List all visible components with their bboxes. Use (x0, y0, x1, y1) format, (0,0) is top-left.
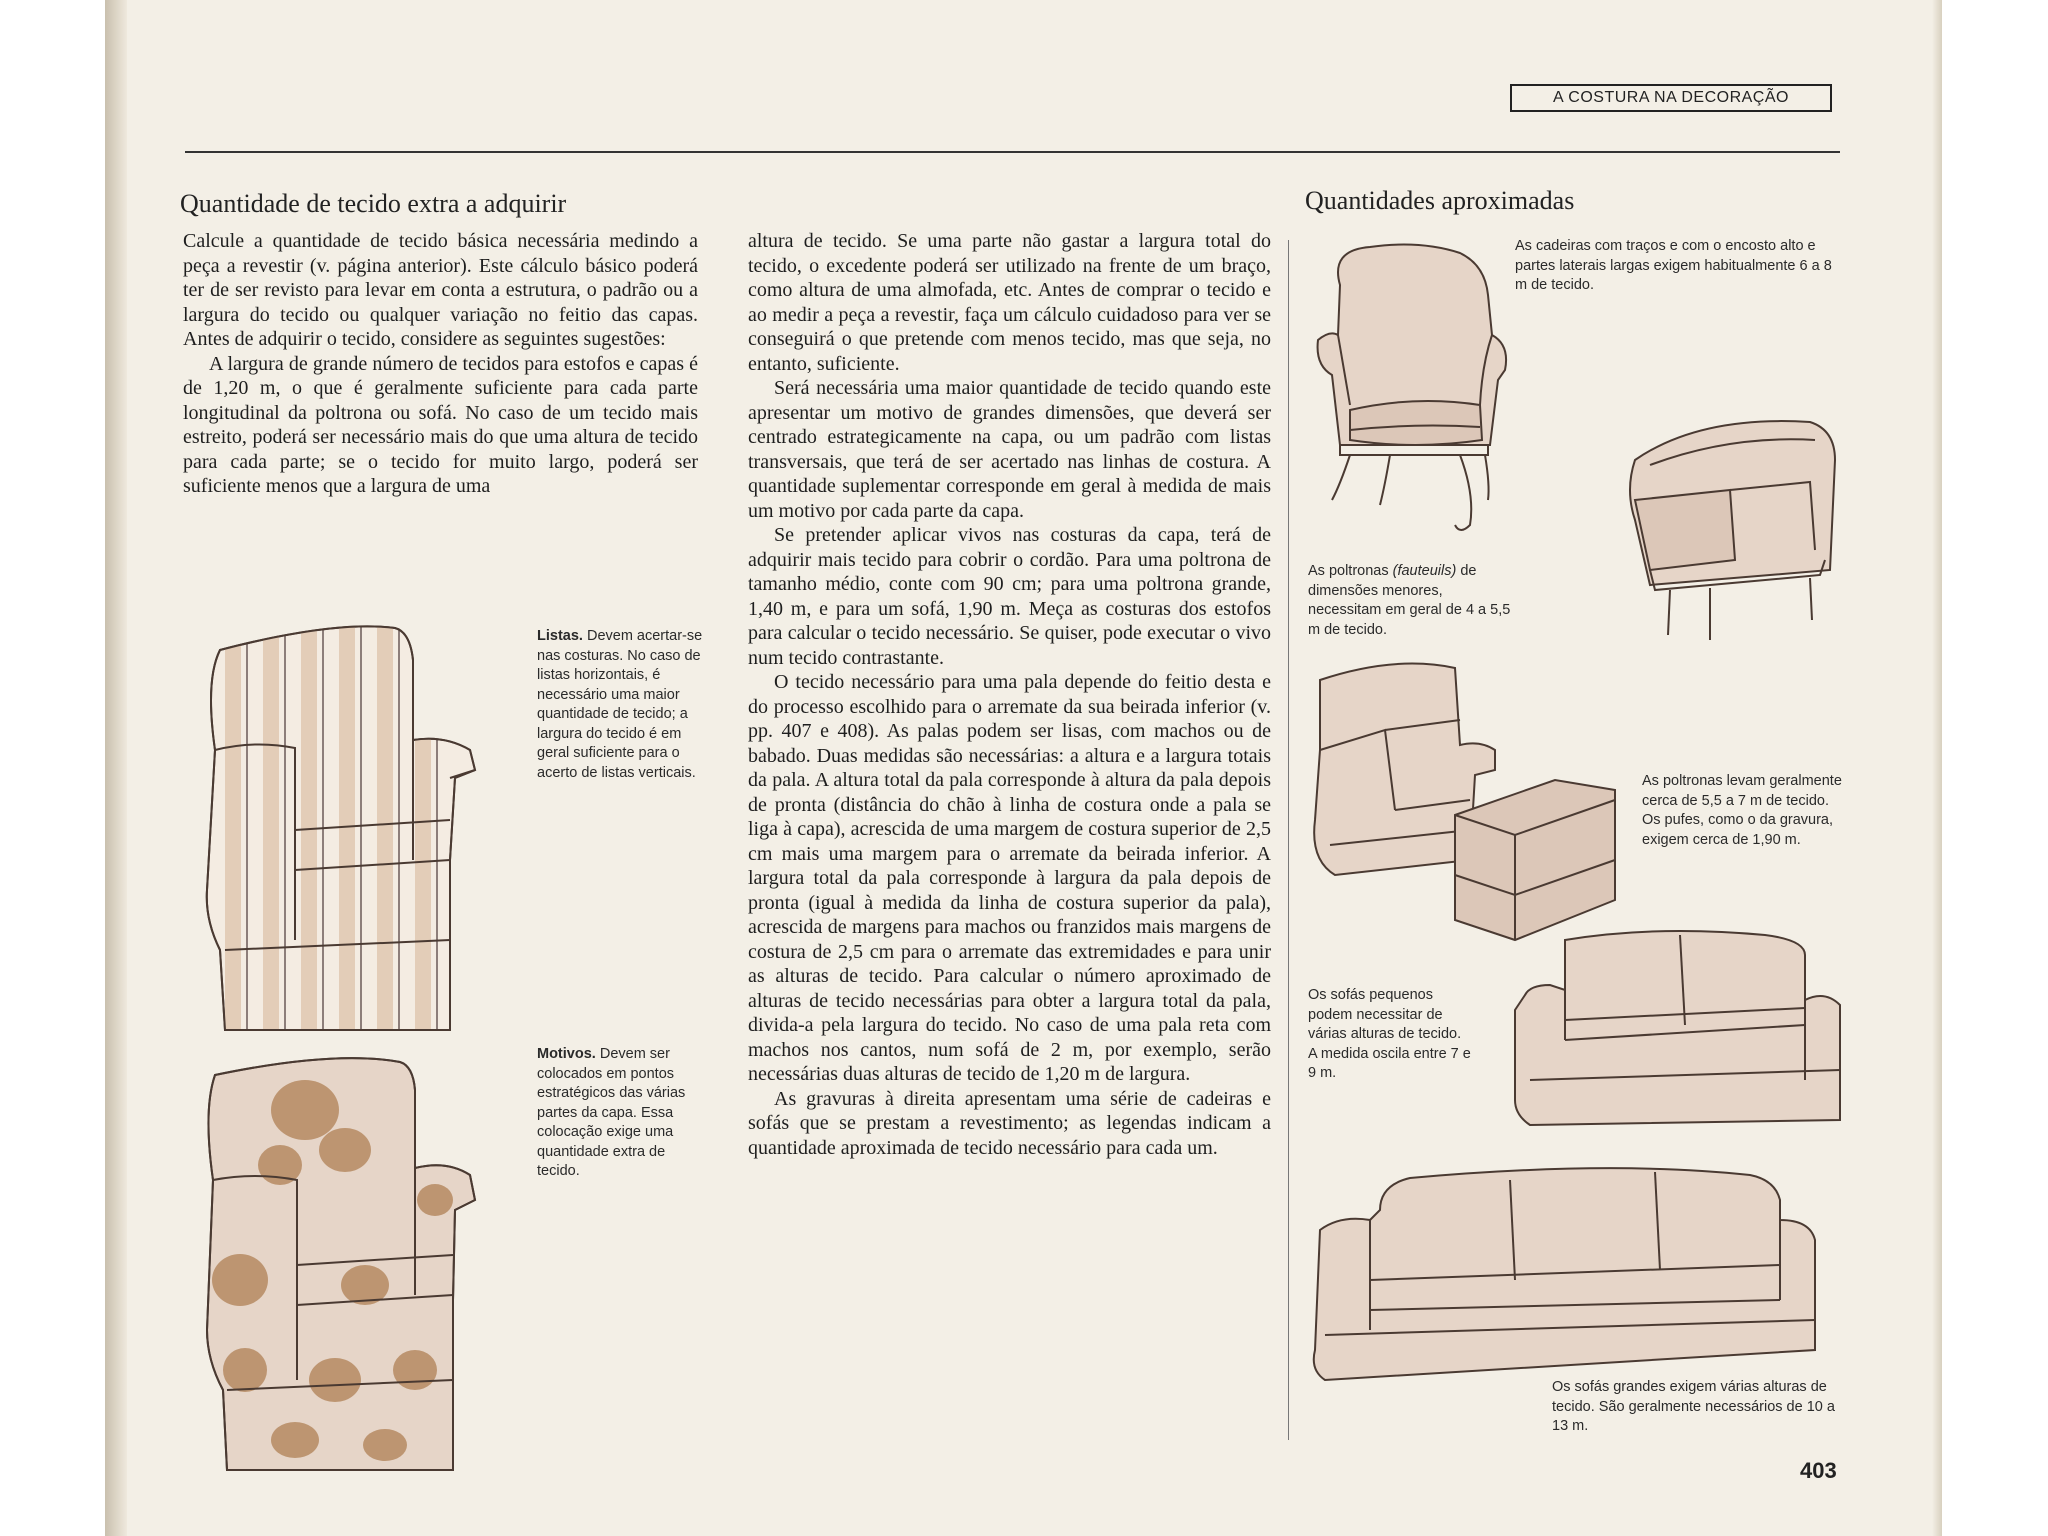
caption-small-sofa: Os sofás pequenos podem necessitar de várias alturas de tecido. A medida oscila entre 7 e 9 m. (1308, 987, 1471, 1081)
left-section-title: Quantidade de tecido extra a adquirir (180, 189, 567, 218)
header-rule (185, 151, 1840, 153)
caption-stripes (537, 627, 717, 783)
middle-column-text (748, 229, 1271, 1160)
small-sofa-illustration (1505, 930, 1845, 1130)
page-number: 403 (1800, 1458, 1837, 1483)
caption-italic: (fauteuils) (1392, 563, 1457, 579)
paragraph: Será necessária uma maior quantidade de tecido quando este apresentar um motivo de grandes dimensões, que deverá ser centrado estrategicamente na capa, ou um padrão com listas transversais, que terá de ser acertado nas linhas de costura. A quantidade suplementar corresponde em geral à medida de mais um motivo por cada parte da capa. (748, 377, 1271, 522)
wing-chair-illustration (1310, 245, 1530, 545)
caption-text: As poltronas (1308, 563, 1393, 579)
section-header: A COSTURA NA DECORAÇÃO (1510, 84, 1832, 112)
paragraph: As gravuras à direita apresentam uma série de cadeiras e sofás que se prestam a revestimento; as legendas indicam a quantidade aproximada de tecido necessário para cada um. (748, 1087, 1271, 1159)
armchair-ottoman-illustration (1305, 660, 1635, 940)
paragraph: altura de tecido. Se uma parte não gastar a largura total do tecido, o excedente poderá ser utilizado na frente de um braço, como altura de uma almofada, etc. Antes de comprar o tecido e ao medir a peça a revestir, faça um cálculo cuidadoso para ver se conseguirá o que pretende com menos tecido, mas que seja, no entanto, suficiente. (748, 230, 1271, 375)
right-section-title: Quantidades aproximadas (1305, 186, 1575, 215)
caption-text: Devem acertar-se nas costuras. No caso de listas horizontais, é necessário uma maior quantidade de tecido; a largura do tecido é em geral suficiente para o acerto de listas verticais. (537, 628, 703, 781)
caption-label: Listas. (537, 628, 583, 644)
book-page (105, 0, 1942, 1536)
page-edge-shadow (1932, 0, 1942, 1536)
floral-armchair-illustration (185, 1050, 555, 1470)
caption-fauteuils (1308, 562, 1518, 640)
paragraph: O tecido necessário para uma pala depende do feitio desta e do processo escolhido para o arremate da sua beirada inferior (v. pp. 407 e 408). As palas podem ser lisas, com machos ou de babado. Duas medidas são necessárias: a altura e a largura totais da pala. A altura total da pala corresponde à altura da pala depois de pronta (distância do chão à linha de costura onde a pala se liga à capa), acrescida de uma margem de costura superior de 2,5 cm mais uma margem para o arremate da beirada inferior. A largura total da pala corresponde à largura da pala depois de pronta (igual à medida da linha de costura superior da pala), acrescida de margens para machos ou franzidos mais margens de costura de 2,5 cm para o arremate das extremidades e para unir as alturas de tecido. Para calcular o número aproximado de alturas de tecido necessárias para obter a largura total da pala, divida-a pela largura do tecido. No caso de uma pala reta com machos nos cantos, num sofá de 2 m, por exemplo, serão necessárias duas alturas de tecido de 1,20 m de largura. (748, 671, 1271, 1085)
paragraph: Se pretender aplicar vivos nas costuras da capa, terá de adquirir mais tecido para cobrir o cordão. Para uma poltrona de tamanho médio, conte com 90 cm; para uma poltrona grande, 1,40 m, e para um sofá, 1,90 m. Meça as costuras dos estofos para calcular o tecido necessário. Se quiser, pode executar o vivo num tecido contrastante. (748, 524, 1271, 669)
large-sofa-illustration (1310, 1160, 1820, 1390)
caption-label: Motivos. (537, 1046, 596, 1062)
paragraph: Calcule a quantidade de tecido básica necessária medindo a peça a revestir (v. página anterior). Este cálculo básico poderá ter de ser revisto para levar em conta a estrutura, o padrão ou a largura do tecido ou qualquer variação no feitio das capas. Antes de adquirir o tecido, considere as seguintes sugestões: (183, 230, 698, 350)
caption-armchair-ottoman: As poltronas levam geralmente cerca de 5,5 a 7 m de tecido. Os pufes, como o da gravura, exigem cerca de 1,90 m. (1642, 773, 1842, 848)
caption-text: Devem ser colocados em pontos estratégicos das várias partes da capa. Essa colocação exige uma quantidade extra de tecido. (537, 1046, 686, 1179)
caption-motifs (537, 1045, 707, 1182)
left-column-text (183, 229, 698, 499)
tub-chair-illustration (1610, 410, 1840, 640)
paragraph: A largura de grande número de tecidos para estofos e capas é de 1,20 m, o que é geralmente suficiente para cada parte longitudinal da poltrona ou sofá. No caso de um tecido mais estreito, poderá ser necessário mais do que uma altura de tecido para cada parte; se o tecido for muito largo, poderá ser suficiente menos que a largura de uma (183, 352, 698, 497)
caption-large-sofa: Os sofás grandes exigem várias alturas de tecido. São geralmente necessários de 10 a 13 m. (1552, 1379, 1835, 1434)
caption-wing-chair: As cadeiras com traços e com o encosto alto e partes laterais largas exigem habitualmente 6 a 8 m de tecido. (1515, 238, 1832, 293)
striped-armchair-illustration (185, 620, 555, 1030)
caption-text: de dimensões menores, necessitam em geral de 4 a 5,5 m de tecido. (1308, 563, 1511, 638)
gutter-shadow (105, 0, 127, 1536)
column-divider (1288, 240, 1289, 1440)
